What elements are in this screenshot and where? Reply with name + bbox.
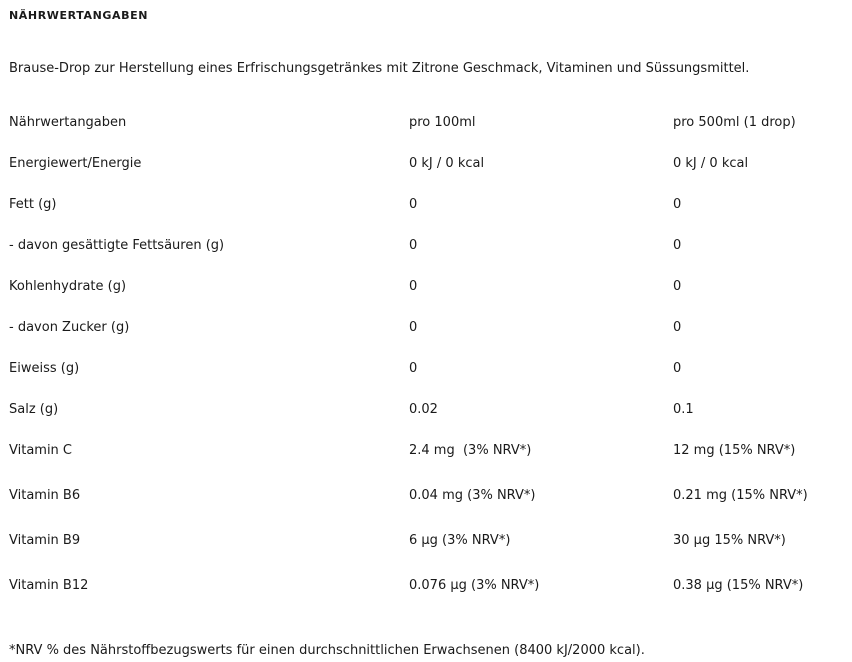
table-cell: Vitamin C bbox=[9, 443, 73, 458]
footnote: *NRV % des Nährstoffbezugswerts für einen durchschnittlichen Erwachsenen (8400 kJ/2000 kcal). bbox=[9, 643, 645, 658]
table-header-row bbox=[0, 115, 852, 133]
table-cell: 0.076 µg (3% NRV*) bbox=[409, 578, 540, 593]
table-cell: Energiewert/Energie bbox=[9, 156, 142, 171]
table-cell: 6 µg (3% NRV*) bbox=[409, 533, 511, 548]
table-cell: 0 bbox=[673, 320, 682, 335]
table-cell: 0.1 bbox=[673, 402, 694, 417]
table-cell: Salz (g) bbox=[9, 402, 59, 417]
table-row bbox=[0, 197, 852, 215]
table-cell: 0 bbox=[673, 361, 682, 376]
table-cell: 0 kJ / 0 kcal bbox=[673, 156, 749, 171]
table-cell: 0 bbox=[409, 238, 418, 253]
table-row bbox=[0, 533, 852, 551]
table-cell: 0.38 µg (15% NRV*) bbox=[673, 578, 804, 593]
table-cell: - davon gesättigte Fettsäuren (g) bbox=[9, 238, 225, 253]
table-cell: 0 kJ / 0 kcal bbox=[409, 156, 485, 171]
table-cell: 0 bbox=[409, 361, 418, 376]
table-cell: 0.21 mg (15% NRV*) bbox=[673, 488, 808, 503]
table-row bbox=[0, 402, 852, 420]
table-cell: 0.04 mg (3% NRV*) bbox=[409, 488, 536, 503]
table-row bbox=[0, 443, 852, 461]
table-row bbox=[0, 488, 852, 506]
table-cell: Fett (g) bbox=[9, 197, 57, 212]
table-cell: 0 bbox=[673, 279, 682, 294]
product-description: Brause-Drop zur Herstellung eines Erfrischungsgetränkes mit Zitrone Geschmack, Vitaminen und Süssungsmittel. bbox=[9, 61, 750, 76]
table-cell: pro 100ml bbox=[409, 115, 476, 130]
table-cell: - davon Zucker (g) bbox=[9, 320, 130, 335]
table-cell: Vitamin B6 bbox=[9, 488, 81, 503]
table-row bbox=[0, 238, 852, 256]
table-cell: Kohlenhydrate (g) bbox=[9, 279, 127, 294]
table-cell: Vitamin B12 bbox=[9, 578, 89, 593]
table-row bbox=[0, 578, 852, 596]
table-cell: 12 mg (15% NRV*) bbox=[673, 443, 796, 458]
table-row bbox=[0, 320, 852, 338]
table-cell: 0.02 bbox=[409, 402, 438, 417]
table-row bbox=[0, 156, 852, 174]
table-cell: 0 bbox=[409, 320, 418, 335]
table-cell: 30 µg 15% NRV*) bbox=[673, 533, 786, 548]
table-cell: 0 bbox=[409, 279, 418, 294]
table-cell: 0 bbox=[673, 197, 682, 212]
table-cell: Vitamin B9 bbox=[9, 533, 81, 548]
table-cell: pro 500ml (1 drop) bbox=[673, 115, 796, 130]
table-row bbox=[0, 361, 852, 379]
table-cell: 0 bbox=[673, 238, 682, 253]
section-heading: NÄHRWERTANGABEN bbox=[9, 9, 149, 22]
table-cell: 2.4 mg (3% NRV*) bbox=[409, 443, 532, 458]
table-row bbox=[0, 279, 852, 297]
table-cell: 0 bbox=[409, 197, 418, 212]
table-cell: Nährwertangaben bbox=[9, 115, 127, 130]
table-cell: Eiweiss (g) bbox=[9, 361, 80, 376]
